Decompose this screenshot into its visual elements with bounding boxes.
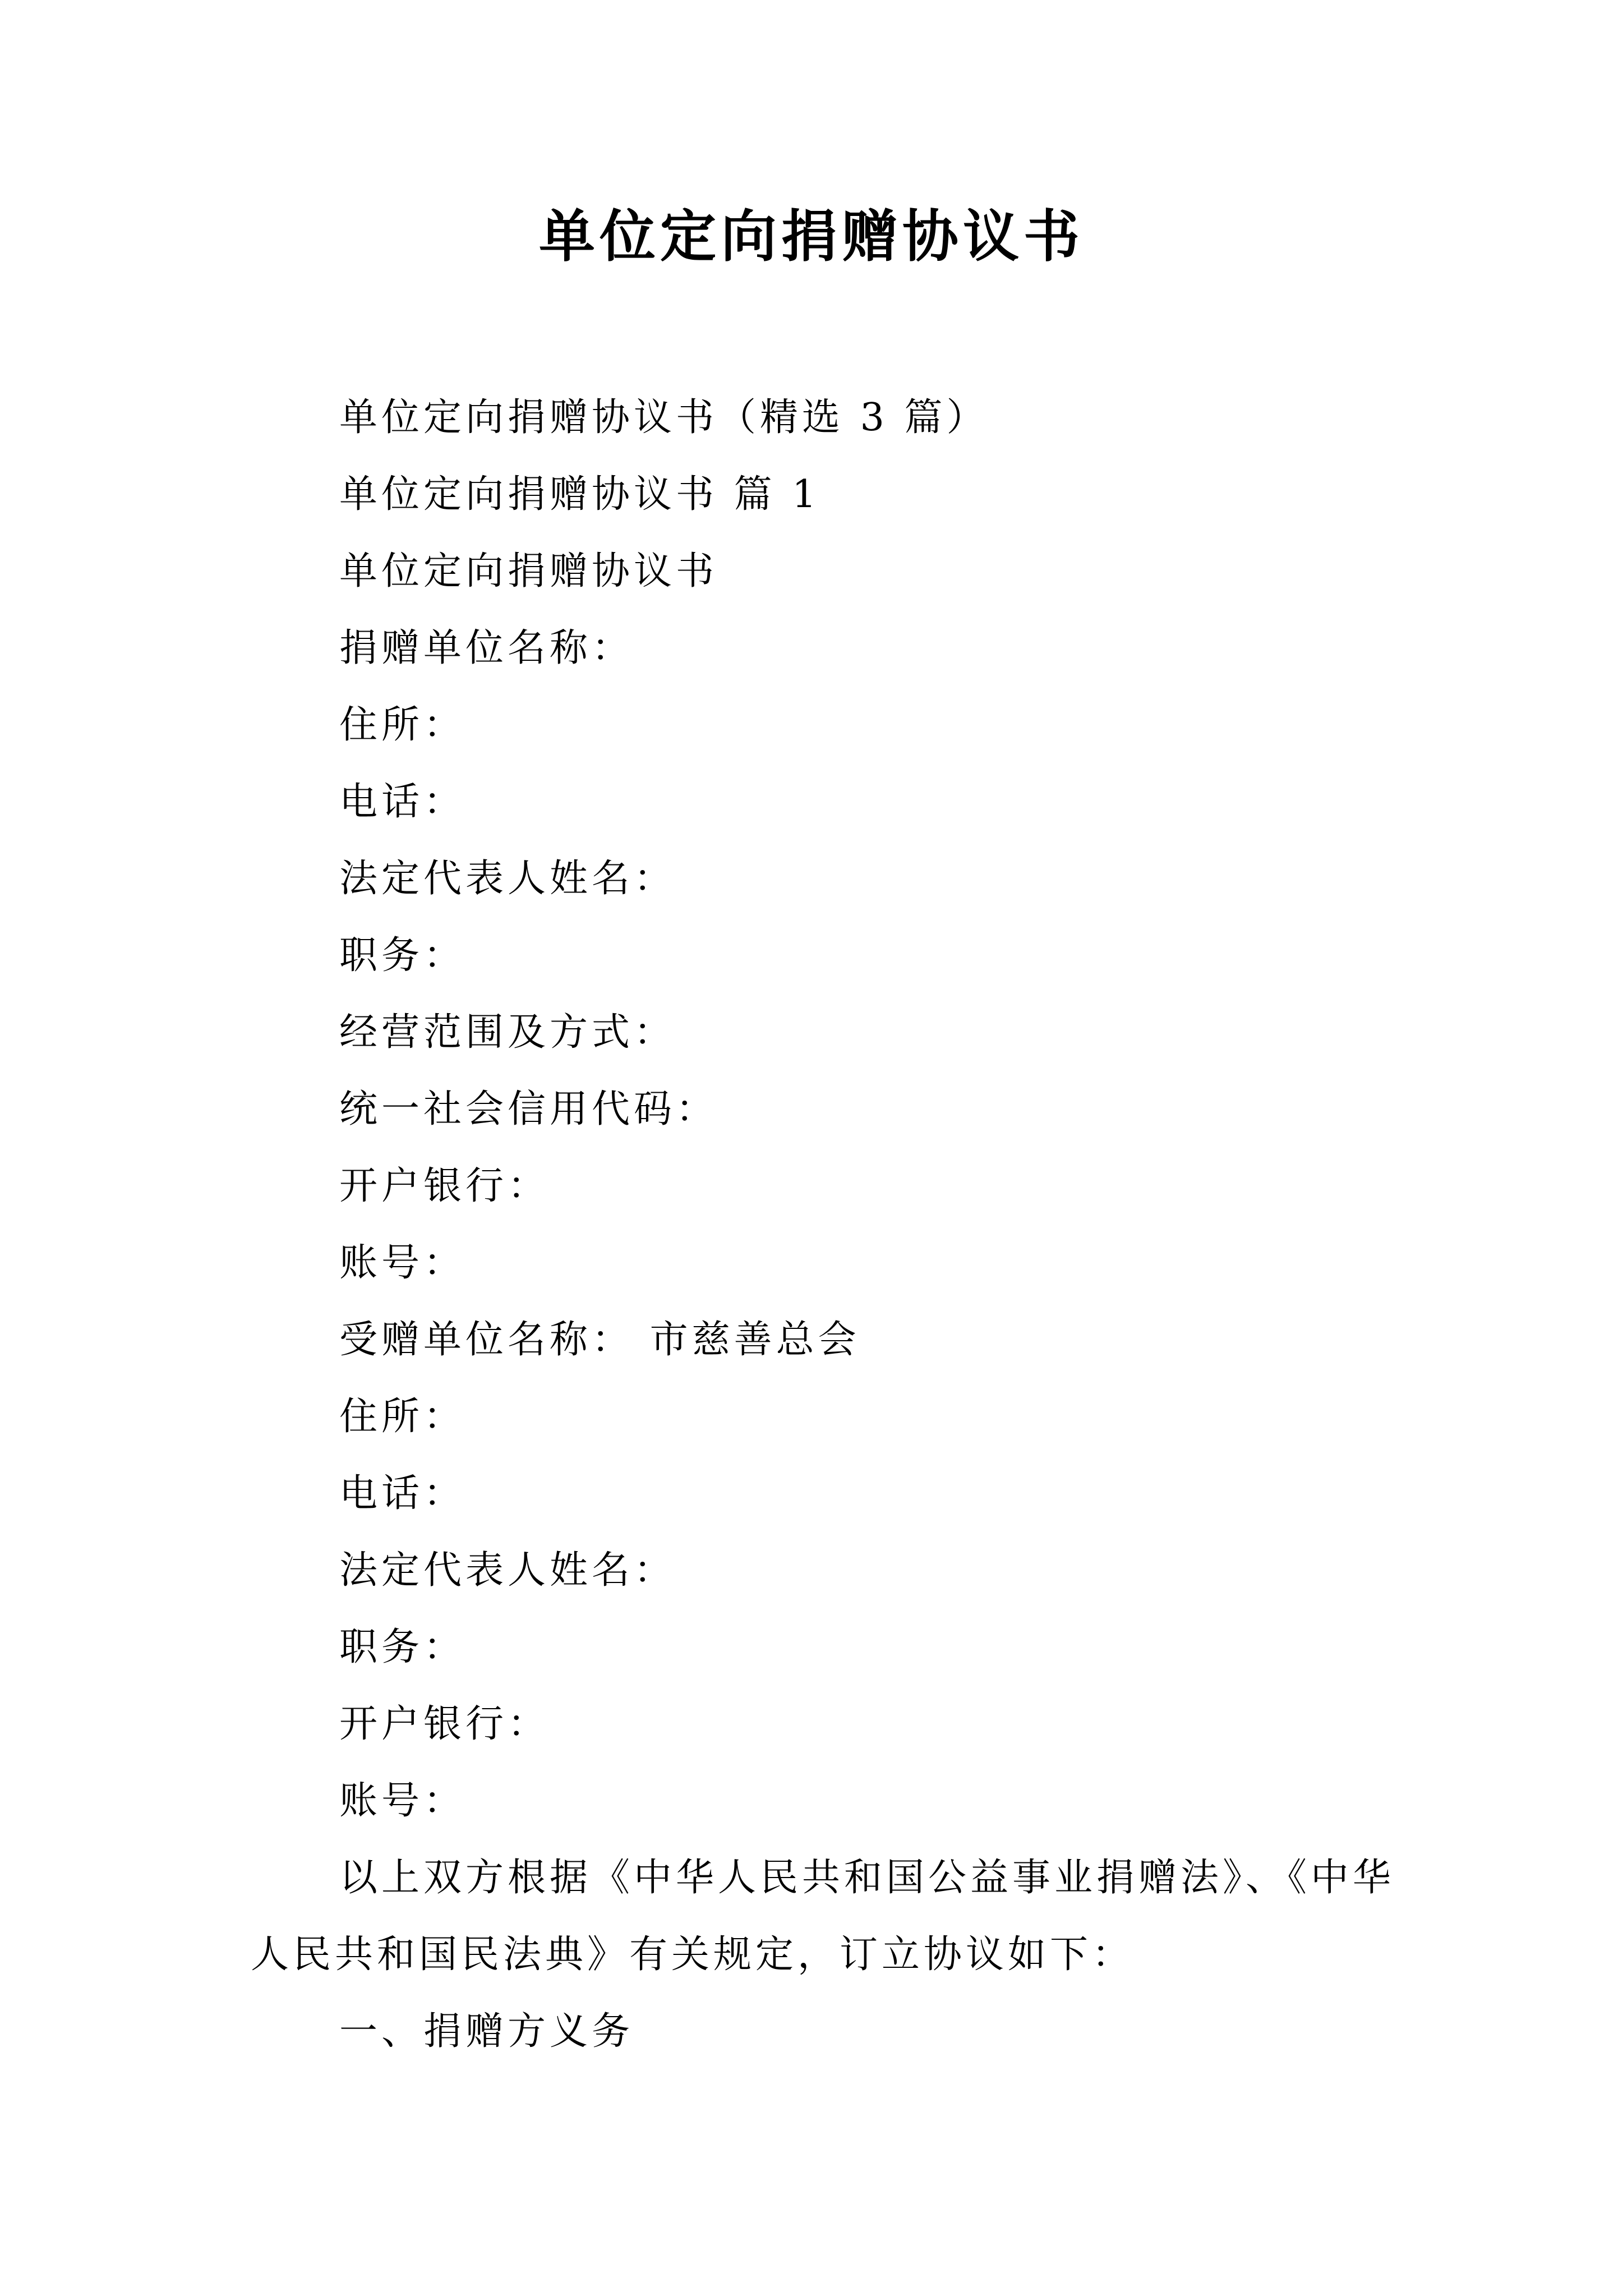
- collection-heading: 单位定向捐赠协议书（精选 3 篇）: [339, 395, 989, 440]
- agreement-preamble: 以上双方根据《中华人民共和国公益事业捐赠法》、《中华人民共和国民法典》有关规定，订立协议如下：: [251, 1856, 1395, 1977]
- article-heading: 单位定向捐赠协议书 篇 1: [339, 472, 820, 517]
- recipient-account-field: 账号：: [339, 1779, 466, 1823]
- donor-account-field: 账号：: [339, 1241, 466, 1285]
- donor-phone-field: 电话：: [339, 780, 466, 824]
- donor-legal-rep-field: 法定代表人姓名：: [339, 857, 676, 901]
- agreement-title-line: 单位定向捐赠协议书: [339, 549, 718, 593]
- recipient-name-field: 受赠单位名称： 市慈善总会: [339, 1318, 860, 1362]
- donor-address-field: 住所：: [339, 703, 466, 747]
- recipient-legal-rep-field: 法定代表人姓名：: [339, 1548, 676, 1593]
- donor-bank-field: 开户银行：: [339, 1164, 550, 1208]
- donor-credit-code-field: 统一社会信用代码：: [339, 1087, 718, 1131]
- donor-business-scope-field: 经营范围及方式：: [339, 1010, 676, 1055]
- donor-name-field: 捐赠单位名称：: [339, 626, 634, 670]
- recipient-bank-field: 开户银行：: [339, 1702, 550, 1746]
- donor-position-field: 职务：: [339, 933, 466, 978]
- document-body: [251, 379, 1406, 2070]
- recipient-phone-field: 电话：: [339, 1471, 466, 1516]
- recipient-position-field: 职务：: [339, 1625, 466, 1669]
- document-title: 单位定向捐赠协议书: [539, 203, 1084, 269]
- section-heading-donor-obligations: 一、捐赠方义务: [339, 2009, 634, 2054]
- recipient-address-field: 住所：: [339, 1395, 466, 1439]
